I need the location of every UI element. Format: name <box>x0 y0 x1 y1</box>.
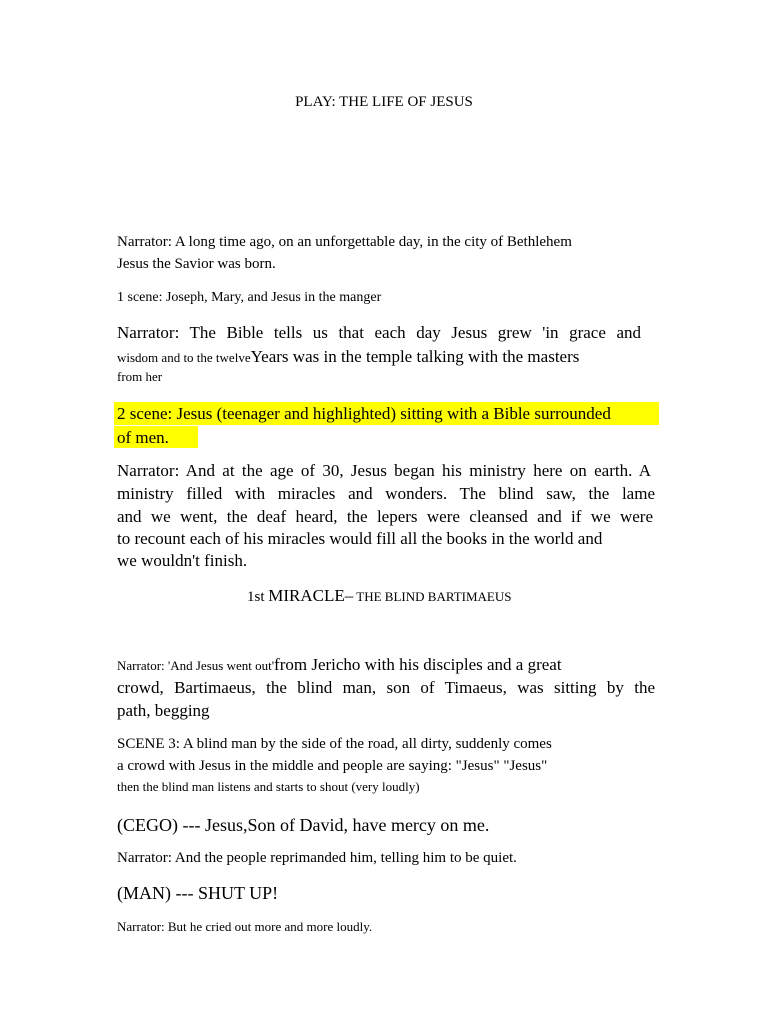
narrator-paragraph-6: Narrator: But he cried out more and more loudly. <box>117 919 373 934</box>
scene-2-line-2: of men. <box>117 428 169 447</box>
narrator-paragraph-3-line-3: and we went, the deaf heard, the lepers were cleansed and if we were <box>117 507 653 526</box>
miracle-heading-word: MIRACLE– <box>268 586 354 605</box>
scene-1-text: 1 scene: Joseph, Mary, and Jesus in the manger <box>117 290 382 305</box>
narrator-paragraph-1-line-1: Narrator: A long time ago, on an unforgettable day, in the city of Bethlehem <box>117 234 572 250</box>
miracle-heading <box>247 587 512 605</box>
narrator-paragraph-4-line-3: path, begging <box>117 701 210 720</box>
narrator-paragraph-4-small-text: Narrator: 'And Jesus went out' <box>117 658 275 673</box>
narrator-paragraph-2-large-text: Years was in the temple talking with the masters <box>250 347 580 366</box>
scene-3-line-1: SCENE 3: A blind man by the side of the road, all dirty, suddenly comes <box>117 736 552 752</box>
miracle-heading-prefix: 1st <box>247 589 269 605</box>
narrator-paragraph-4-large-text: from Jericho with his disciples and a great <box>274 655 562 674</box>
narrator-paragraph-1-line-2: Jesus the Savior was born. <box>117 256 276 272</box>
document-title: PLAY: THE LIFE OF JESUS <box>295 94 473 110</box>
narrator-paragraph-3-line-5: we wouldn't finish. <box>117 551 248 570</box>
narrator-paragraph-2-line-2 <box>117 348 579 366</box>
man-line: (MAN) --- SHUT UP! <box>117 883 279 903</box>
narrator-paragraph-3-line-2: ministry filled with miracles and wonders. The blind saw, the lame <box>117 484 655 503</box>
narrator-paragraph-4-line-1 <box>117 656 562 674</box>
scene-3-line-2: a crowd with Jesus in the middle and people are saying: "Jesus" "Jesus" <box>117 758 548 774</box>
scene-3-line-3: then the blind man listens and starts to shout (very loudly) <box>117 779 420 794</box>
scene-2-line-1: 2 scene: Jesus (teenager and highlighted) sitting with a Bible surrounded <box>117 404 611 423</box>
cego-line: (CEGO) --- Jesus,Son of David, have mercy on me. <box>117 815 490 835</box>
narrator-paragraph-4-line-2: crowd, Bartimaeus, the blind man, son of Timaeus, was sitting by the <box>117 678 655 697</box>
narrator-paragraph-2-line-1: Narrator: The Bible tells us that each day Jesus grew 'in grace and <box>117 323 641 342</box>
narrator-paragraph-3-line-4: to recount each of his miracles would fill all the books in the world and <box>117 529 603 548</box>
narrator-paragraph-2-small-text: wisdom and to the twelve <box>117 350 251 365</box>
narrator-paragraph-5: Narrator: And the people reprimanded him, telling him to be quiet. <box>117 850 517 866</box>
narrator-paragraph-3-line-1: Narrator: And at the age of 30, Jesus began his ministry here on earth. A <box>117 461 651 480</box>
narrator-paragraph-2-line-3: from her <box>117 369 163 384</box>
miracle-heading-subtitle: THE BLIND BARTIMAEUS <box>353 589 512 604</box>
